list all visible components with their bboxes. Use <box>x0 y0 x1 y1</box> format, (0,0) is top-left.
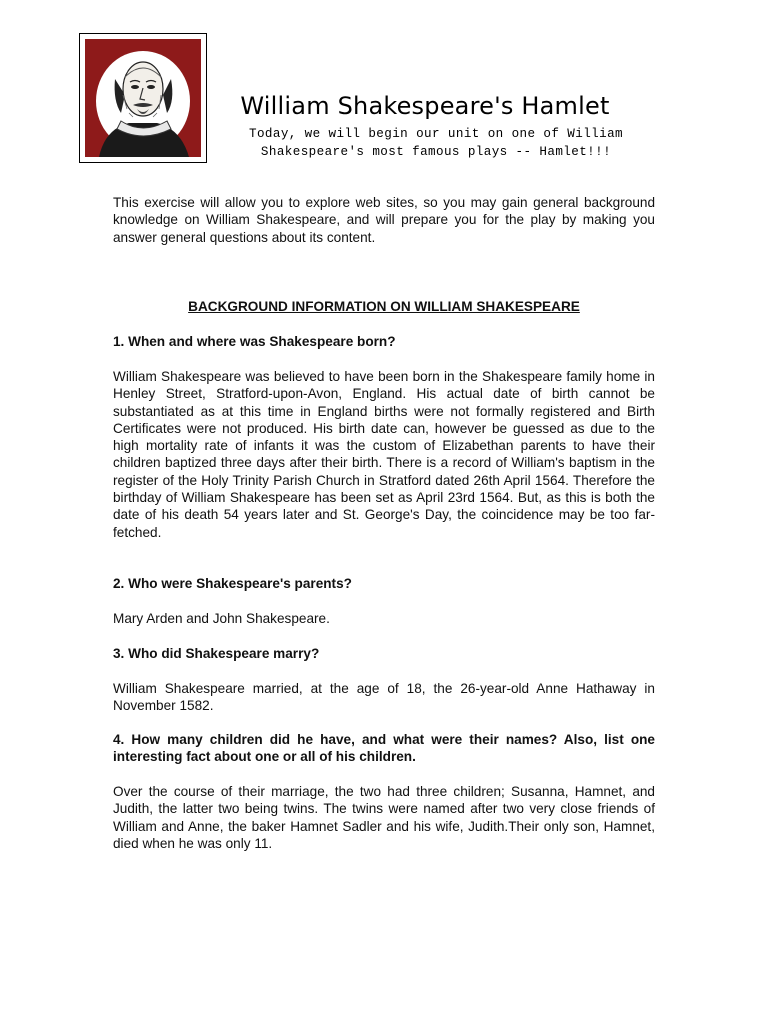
page-subtitle <box>212 125 660 161</box>
answer-2: Mary Arden and John Shakespeare. <box>113 611 330 626</box>
question-2: 2. Who were Shakespeare's parents? <box>113 576 352 591</box>
question-1: 1. When and where was Shakespeare born? <box>113 334 396 349</box>
question-4: 4. How many children did he have, and what were their names? Also, list one interesting fact about one or all of his children. <box>113 732 655 765</box>
subtitle-line-2: Shakespeare's most famous plays -- Hamlet!!! <box>260 145 612 159</box>
answer-4: Over the course of their marriage, the two had three children; Susanna, Hamnet, and Judith, the latter two being twins. The twins were named after two very close friends of William and Anne, the baker Hamnet Sadler and his wife, Judith.Their only son, Hamnet, died when he was only 11. <box>113 784 655 851</box>
subtitle-line-1: Today, we will begin our unit on one of William <box>248 127 623 141</box>
page-title: William Shakespeare's Hamlet <box>240 92 610 120</box>
portrait-engraving <box>85 39 201 157</box>
answer-3: William Shakespeare married, at the age of 18, the 26-year-old Anne Hathaway in November 1582. <box>113 681 655 714</box>
portrait-frame <box>79 33 207 163</box>
section-heading: BACKGROUND INFORMATION ON WILLIAM SHAKESPEARE <box>188 299 580 314</box>
shakespeare-portrait-image <box>85 39 201 157</box>
question-3: 3. Who did Shakespeare marry? <box>113 646 320 661</box>
intro-paragraph: This exercise will allow you to explore web sites, so you may gain general background knowledge on William Shakespeare, and will prepare you for the play by making you answer general questions about its content. <box>113 195 655 245</box>
answer-1: William Shakespeare was believed to have been born in the Shakespeare family home in Henley Street, Stratford-upon-Avon, England. His actual date of birth cannot be substantiated as at this time in England births were not formally registered and Birth Certificates were not produced. His birth date can, however be guessed as due to the high mortality rate of infants it was the custom of Elizabethan parents to have their children baptized three days after their birth. There is a record of William's baptism in the register of the Holy Trinity Parish Church in Stratford dated 26th April 1564. Therefore the birthday of William Shakespeare has been set as April 23rd 1564. But, as this is both the date of his death 54 years later and St. George's Day, the coincidence may be too far-fetched. <box>113 369 655 540</box>
